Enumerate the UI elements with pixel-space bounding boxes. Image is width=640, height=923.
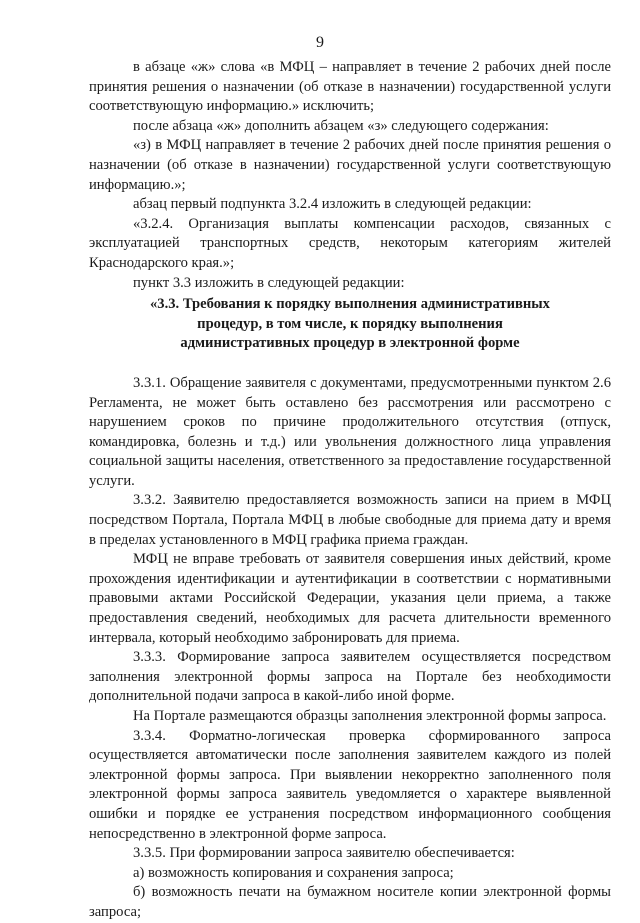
paragraph: «3.2.4. Организация выплаты компенсации расходов, связанных с эксплуатацией транспортных средств, некоторым категориям жителей Краснодарского края.»;	[89, 215, 611, 271]
paragraph: после абзаца «ж» дополнить абзацем «з» следующего содержания:	[133, 117, 549, 134]
paragraph: в абзаце «ж» слова «в МФЦ – направляет в течение 2 рабочих дней после принятия решения о назначении (об отказе в назначении) государственной услуги соответствующую информацию.» исключить;	[89, 59, 611, 115]
paragraph: 3.3.3. Формирование запроса заявителем осуществляется посредством заполнения электронной формы запроса на Портале без необходимости дополнительной подачи запроса в какой-либо иной форме.	[89, 649, 611, 705]
section-heading	[89, 295, 611, 354]
paragraph: б) возможность печати на бумажном носителе копии электронной формы запроса;	[89, 884, 611, 920]
paragraph: а) возможность копирования и сохранения запроса;	[133, 864, 454, 881]
paragraph: 3.3.5. При формировании запроса заявителю обеспечивается:	[133, 845, 515, 862]
heading-line: процедур, в том числе, к порядку выполнения	[197, 315, 503, 332]
paragraph: МФЦ не вправе требовать от заявителя совершения иных действий, кроме прохождения идентификации и аутентификации в соответствии с нормативными правовыми актами Российской Федерации, указания цели приема, а также предоставления сведений, необходимых для расчета длительности временного интервала, который необходимо забронировать для приема.	[89, 551, 611, 646]
paragraph: пункт 3.3 изложить в следующей редакции:	[133, 274, 405, 291]
paragraph: 3.3.2. Заявителю предоставляется возможность записи на прием в МФЦ посредством Портала, Портала МФЦ в любые свободные для приема дату и время в пределах установленного в МФЦ графика приема граждан.	[89, 492, 611, 548]
paragraph: абзац первый подпункта 3.2.4 изложить в следующей редакции:	[133, 196, 532, 213]
heading-line: «3.3. Требования к порядку выполнения административных	[150, 296, 550, 313]
paragraph: 3.3.1. Обращение заявителя с документами, предусмотренными пунктом 2.6 Регламента, не может быть оставлено без рассмотрения или рассмотрено с нарушением сроков по причине продолжительного отсутствия (отпуск, командировка, болезнь и т.д.) или увольнения должностного лица управления социальной защиты населения, ответственного за предоставление государственной услуги.	[89, 374, 611, 489]
paragraph: «з) в МФЦ направляет в течение 2 рабочих дней после принятия решения о назначении (об отказе в назначении) государственной услуги соответствующую информацию.»;	[89, 137, 611, 193]
heading-line: административных процедур в электронной форме	[180, 335, 520, 352]
paragraph: На Портале размещаются образцы заполнения электронной формы запроса.	[133, 708, 607, 724]
page-number: 9	[316, 34, 324, 51]
document-body	[89, 58, 611, 923]
paragraph: 3.3.4. Форматно-логическая проверка сформированного запроса осуществляется автоматически после заполнения заявителем каждого из полей электронной формы запроса. При выявлении некорректно заполненного поля электронной формы запроса заявитель уведомляется о характере выявленной ошибки и порядке ее устранения посредством информационного сообщения непосредственно в электронной форме запроса.	[89, 727, 611, 842]
